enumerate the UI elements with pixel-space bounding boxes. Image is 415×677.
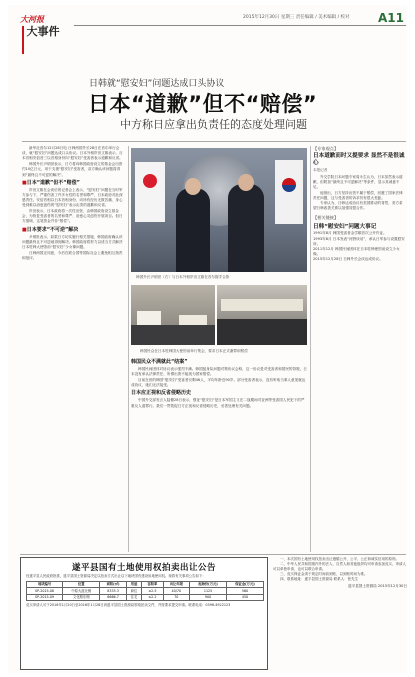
timeline-item: 1993年8月 日本发表“河野谈话”，承认日军参与设置慰安所。 [313,236,405,246]
paragraph: 他指出，日方坚持出资不属于赔偿，回避了国家法律责任问题，这与受害者的诉求仍有很大差距。 [313,190,403,200]
article-headline: 日本“道歉”但不“赔偿” [88,92,318,116]
sidebar-commentary [313,146,405,554]
paragraph: 外交学院日本问题专家周永生认为，日本虽然表示道歉，但附加“最终且不可逆解决”等条件，显示其诚意不足。 [313,175,403,190]
timeline-item: 2011年12月 韩国民间团体在日本驻韩使馆前设立少女像。 [313,247,400,257]
sidebar-tag: 【专家观点】 [313,146,339,151]
table-cell: 中原大道北侧 [63,588,100,594]
photo-caption: 韩国外长尹炳世（右）与日本外相岸田文雄在首尔握手合影 [136,275,230,279]
table-header: 容积率 [142,581,163,587]
table-cell: ≤2.2 [142,594,163,600]
photo-handshake [131,148,307,272]
paragraph: 新华社首尔12月28日电 日韩两国外长28日在首尔举行会谈，就“慰安妇”问题达成口头协议。日本外相岸田文雄表示，日本首相安倍晋三以首相身份向“慰安妇”受害者表示道歉和反省。 [22,146,123,161]
paragraph: 岸田表示，日本政府将一次性出资，由韩国政府设立基金会，为恢复受害者的名誉和尊严、治愈心灵创伤开展项目。但日方强调，这笔资金并非“赔偿”。 [22,209,123,224]
table-cell: 1125 [190,588,227,594]
section-label: 大事件 [26,25,60,38]
paragraph: 尹炳世表示，如果日方切实履行相关措施，韩国政府确认该问题最终且不可逆地得到解决。韩国政府将努力以适当方式解决日本驻韩大使馆前“慰安妇”少女像问题。 [22,234,123,250]
section-bar [22,26,24,54]
paragraph: 日韩两国还同意，今后在联合国等国际社会上避免相互指责和批评。 [22,250,123,260]
table-cell: 450 [227,594,264,600]
notice-title: 遂平县国有土地使用权拍卖出让公告 [71,563,216,573]
page-number: A11 [378,11,404,25]
korea-flag-icon [275,160,303,224]
subheading: ■日本“道歉”但不“赔偿” [22,179,80,186]
table-cell: 商住 [126,588,142,594]
subheading: 日本应正视和反省侵略历史 [131,390,192,397]
column-divider [310,146,311,552]
table-cell: 560 [227,588,264,594]
notice-text [273,557,407,582]
table-cell: 6666.7 [100,594,126,600]
square-bullet-icon: ■ [22,226,27,233]
masthead-rule [74,25,406,26]
article-column-left [22,146,126,552]
column-divider [128,146,129,552]
page-info: 2015年12月30日 星期三 责任编辑 / 美术编辑 / 校对 [243,15,350,20]
article-subhead: 中方称日应拿出负责任的态度处理问题 [120,118,307,131]
table-header: 地块编号 [27,581,63,587]
photo-protest-left [131,285,215,345]
table-header: 用途 [126,581,142,587]
table-row [27,594,264,600]
paragraph: 韩国外长尹炳世表示，日方将向韩国政府设立的基金会出资约10亿日元，用于支援“慰安妇”受害者，双方确认该问题将得到“最终且不可逆的解决”。 [22,162,123,177]
timeline-item: 1991年8月 韩国受害者金学顺首次公开作证。 [313,231,387,236]
paragraph: 一、本次国有土地使用权拍卖出让遵循公开、公平、公正和诚实信用的原则。 [280,557,399,561]
photo-caption-bottom: 韩国民众在日本驻韩国大使馆前举行集会，要求日本正式谢罪和赔偿 [140,349,248,353]
masthead [8,5,407,45]
newspaper-page [8,5,407,673]
notice-continuation [273,557,407,670]
land-auction-notice [20,557,268,670]
article-kicker: 日韩就“慰安妇”问题达成口头协议 [89,79,225,89]
japan-flag-icon [135,162,165,222]
table-cell: SP-2015-08 [27,588,63,594]
notice-body: 经遂平县人民政府批准，遂平县国土资源局决定以拍卖方式出让以下地块国有建设用地使用权。现将有关事项公告如下： [26,574,206,578]
headline-rule [22,141,406,142]
subheading: ■日本要求“不可逆”解决 [22,226,79,233]
table-header: 位置 [63,581,100,587]
notice-table [26,581,264,601]
table-cell: SP-2015-09 [27,594,63,600]
timeline-title: 日韩“慰安妇”问题大事记 [313,224,377,231]
sidebar-title: 日本道歉而时又提要求 显然不是很诚心 [313,153,405,166]
paragraph: 三、竞买保证金须于规定时间前到账，以到账时间为准。 [280,572,368,576]
table-cell: 900 [190,594,227,600]
table-header: 出让年限 [163,581,190,587]
article-column-middle [131,357,307,557]
paragraph: 二、中华人民共和国境内外的法人、自然人和其他组织均可申请参加竞买，申请人可以单独申请，也可以联合申请。 [273,562,406,571]
paragraph: 四、联系地址：遂平县国土资源局 联系人：张先生 [280,577,359,581]
paragraph: 中国外交部发言人陆慷28日表示，强征“慰安妇”是日本军国主义在二战期间对亚洲等受害国人民犯下的严重反人道罪行。我们一贯敦促日方正视和反省侵略历史，妥善处理有关问题。 [131,398,305,408]
paragraph: 韩国民间团体对协议表示强烈不满。韩国挺身队问题对策协议会称，这一协议是对受害者和国民的背叛，日本没有承认法律责任，所谓出资不能视为国家赔偿。 [131,367,307,377]
newspaper-logo: 大河报 [20,15,44,24]
table-header: 起始价(万元) [190,581,227,587]
table-header: 保证金(万元) [227,581,264,587]
table-cell: 住宅 [126,594,142,600]
timeline-item: 2015年12月28日 日韩外长会谈达成协议。 [313,257,383,262]
square-bullet-icon: ■ [22,179,27,186]
section-rule [20,554,406,555]
sidebar-text [313,175,405,211]
paragraph: 目前在世的韩国“慰安妇”受害者仅剩46人，平均年龄近90岁。部分受害者表示，没有听取当事人意见就达成协议，她们无法接受。 [131,377,306,388]
table-cell: 70 [163,594,190,600]
sidebar-author: 本报记者 [313,168,328,172]
subheading: 韩国民众不满就此“结案” [131,359,188,365]
table-cell: 40/70 [163,588,190,594]
paragraph: 专家认为，日韩达成协议有美国推动的背景，美方希望日韩改善关系以加强同盟合作。 [313,201,403,211]
paragraph: 岸田文雄在会谈后的记者会上表示，“慰安妇”问题在当时军方参与下，严重伤害了许多女性的名誉和尊严，日本政府对此深感责任。安倍首相以日本首相身份，向所有经历无数苦痛、身心受到难以治愈创伤的“慰安妇”表示由衷的道歉和反省。 [22,187,123,208]
photo-protest-right [217,285,307,345]
notice-signature: 遂平县国土资源局 2015年12月30日 [348,584,407,588]
table-cell: 8333.3 [100,588,126,594]
timeline-tag: 【相关链接】 [313,215,339,221]
notice-footer: 竞买申请人可于2016年1月20日至2016年1月28日到遂平县国土资源局领取拍卖文件，并按要求提交申请。联系电话：0396-4922123 [26,602,231,607]
table-header: 面积(㎡) [100,581,126,587]
table-cell: ≤2.5 [142,588,163,594]
table-cell: 文化路东侧 [63,594,100,600]
